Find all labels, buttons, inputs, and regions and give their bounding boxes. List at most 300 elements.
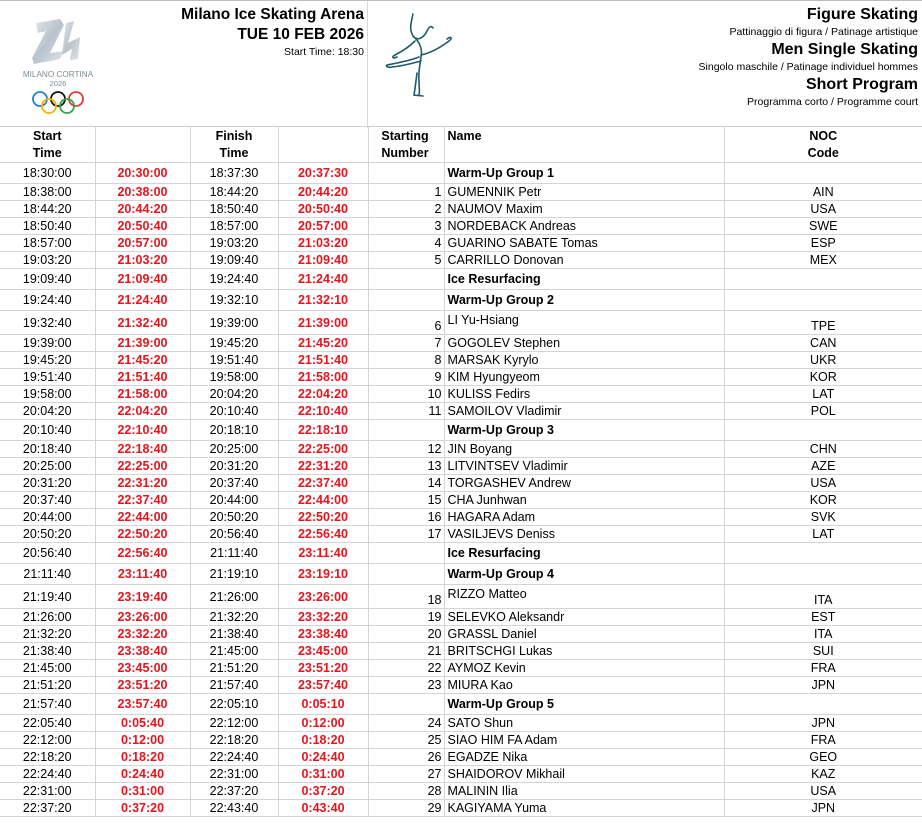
logo-year: 2026 <box>49 79 67 88</box>
noc-code-cell <box>724 694 922 715</box>
start-time-local-cell: 23:26:00 <box>95 609 190 626</box>
start-time-local-cell: 0:24:40 <box>95 766 190 783</box>
col-header-name: Name <box>444 127 724 163</box>
start-time-cell: 19:03:20 <box>0 252 95 269</box>
starting-number-cell: 16 <box>368 509 444 526</box>
name-cell: Warm-Up Group 5 <box>444 694 724 715</box>
start-time-cell: 20:37:40 <box>0 492 95 509</box>
starting-number-cell <box>368 269 444 290</box>
start-time-cell: 20:18:40 <box>0 441 95 458</box>
athlete-row <box>0 201 922 218</box>
noc-code-cell: ITA <box>724 626 922 643</box>
noc-code-cell: SVK <box>724 509 922 526</box>
name-cell: LI Yu-Hsiang <box>444 311 724 335</box>
start-time-local-cell: 21:39:00 <box>95 335 190 352</box>
athlete-row <box>0 386 922 403</box>
finish-time-cell: 20:18:10 <box>190 420 278 441</box>
start-time-local-cell: 22:10:40 <box>95 420 190 441</box>
start-time-cell: 20:50:20 <box>0 526 95 543</box>
athlete-row <box>0 609 922 626</box>
noc-code-cell: POL <box>724 403 922 420</box>
start-time-cell: 19:09:40 <box>0 269 95 290</box>
finish-time-local-cell: 21:58:00 <box>278 369 368 386</box>
start-time-cell: 22:31:00 <box>0 783 95 800</box>
starting-number-cell: 21 <box>368 643 444 660</box>
starting-number-cell: 2 <box>368 201 444 218</box>
start-time-cell: 21:32:20 <box>0 626 95 643</box>
schedule-segment-row <box>0 694 922 715</box>
finish-time-local-cell: 0:05:10 <box>278 694 368 715</box>
start-time-cell: 20:25:00 <box>0 458 95 475</box>
starting-number-cell: 25 <box>368 732 444 749</box>
start-time-cell: 21:19:40 <box>0 585 95 609</box>
noc-code-cell: FRA <box>724 660 922 677</box>
finish-time-local-cell: 23:57:40 <box>278 677 368 694</box>
starting-number-cell: 18 <box>368 585 444 609</box>
finish-time-cell: 20:37:40 <box>190 475 278 492</box>
athlete-row <box>0 509 922 526</box>
athlete-row <box>0 766 922 783</box>
name-cell: HAGARA Adam <box>444 509 724 526</box>
start-time-cell: 19:39:00 <box>0 335 95 352</box>
starting-number-cell <box>368 420 444 441</box>
athlete-row <box>0 526 922 543</box>
noc-code-cell: MEX <box>724 252 922 269</box>
name-cell: MIURA Kao <box>444 677 724 694</box>
finish-time-cell: 22:31:00 <box>190 766 278 783</box>
finish-time-cell: 22:12:00 <box>190 715 278 732</box>
noc-code-cell <box>724 163 922 184</box>
start-time-cell: 21:57:40 <box>0 694 95 715</box>
column-header-row <box>0 127 922 163</box>
athlete-row <box>0 800 922 817</box>
athlete-row <box>0 335 922 352</box>
start-time-cell: 18:57:00 <box>0 235 95 252</box>
athlete-row <box>0 252 922 269</box>
starting-number-cell <box>368 564 444 585</box>
finish-time-cell: 18:50:40 <box>190 201 278 218</box>
athlete-row <box>0 311 922 335</box>
name-cell: KAGIYAMA Yuma <box>444 800 724 817</box>
noc-code-cell: LAT <box>724 386 922 403</box>
start-time-cell: 18:38:00 <box>0 184 95 201</box>
noc-code-cell: FRA <box>724 732 922 749</box>
finish-time-cell: 18:44:20 <box>190 184 278 201</box>
name-cell: TORGASHEV Andrew <box>444 475 724 492</box>
sport-translation: Pattinaggio di figura / Patinage artistique <box>729 26 918 38</box>
athlete-row <box>0 492 922 509</box>
finish-time-cell: 21:38:40 <box>190 626 278 643</box>
finish-time-cell: 19:45:20 <box>190 335 278 352</box>
start-time-local-cell: 20:57:00 <box>95 235 190 252</box>
milano-cortina-2026-logo <box>8 9 108 119</box>
start-time-local-cell: 21:32:40 <box>95 311 190 335</box>
name-cell: AYMOZ Kevin <box>444 660 724 677</box>
start-time-cell: 21:51:20 <box>0 677 95 694</box>
finish-time-local-cell: 22:44:00 <box>278 492 368 509</box>
name-cell: Warm-Up Group 3 <box>444 420 724 441</box>
noc-code-cell: JPN <box>724 715 922 732</box>
starting-number-cell: 27 <box>368 766 444 783</box>
finish-time-cell: 20:50:20 <box>190 509 278 526</box>
col-header-starting-number: Starting Number <box>368 127 444 163</box>
start-time: Start Time: 18:30 <box>284 46 364 58</box>
athlete-row <box>0 783 922 800</box>
finish-time-local-cell: 22:50:20 <box>278 509 368 526</box>
finish-time-cell: 19:03:20 <box>190 235 278 252</box>
schedule-segment-row <box>0 543 922 564</box>
noc-code-cell: SUI <box>724 643 922 660</box>
starting-number-cell <box>368 543 444 564</box>
noc-code-cell: ESP <box>724 235 922 252</box>
finish-time-cell: 20:31:20 <box>190 458 278 475</box>
starting-number-cell: 3 <box>368 218 444 235</box>
name-cell: SHAIDOROV Mikhail <box>444 766 724 783</box>
start-time-local-cell: 22:31:20 <box>95 475 190 492</box>
finish-time-local-cell: 21:45:20 <box>278 335 368 352</box>
finish-time-local-cell: 0:31:00 <box>278 766 368 783</box>
start-time-local-cell: 22:44:00 <box>95 509 190 526</box>
finish-time-cell: 21:51:20 <box>190 660 278 677</box>
name-cell: BRITSCHGI Lukas <box>444 643 724 660</box>
athlete-row <box>0 715 922 732</box>
starting-number-cell: 13 <box>368 458 444 475</box>
name-cell: MARSAK Kyrylo <box>444 352 724 369</box>
finish-time-cell: 21:45:00 <box>190 643 278 660</box>
start-time-local-cell: 21:45:20 <box>95 352 190 369</box>
starting-number-cell <box>368 290 444 311</box>
finish-time-cell: 19:58:00 <box>190 369 278 386</box>
start-time-local-cell: 21:51:40 <box>95 369 190 386</box>
finish-time-cell: 18:37:30 <box>190 163 278 184</box>
finish-time-local-cell: 22:25:00 <box>278 441 368 458</box>
name-cell: Warm-Up Group 1 <box>444 163 724 184</box>
start-time-cell: 21:38:40 <box>0 643 95 660</box>
noc-code-cell: KOR <box>724 492 922 509</box>
start-time-local-cell: 23:45:00 <box>95 660 190 677</box>
finish-time-local-cell: 22:04:20 <box>278 386 368 403</box>
noc-code-cell: USA <box>724 201 922 218</box>
starting-number-cell: 4 <box>368 235 444 252</box>
start-time-local-cell: 22:37:40 <box>95 492 190 509</box>
col-header-noc-code: NOC Code <box>724 127 922 163</box>
event-title: Men Single Skating <box>771 41 918 58</box>
finish-time-local-cell: 20:44:20 <box>278 184 368 201</box>
finish-time-local-cell: 23:38:40 <box>278 626 368 643</box>
start-time-cell: 19:58:00 <box>0 386 95 403</box>
col-header-finish-time: Finish Time <box>190 127 278 163</box>
finish-time-cell: 20:25:00 <box>190 441 278 458</box>
col-header-start-time: Start Time <box>0 127 95 163</box>
start-time-local-cell: 22:04:20 <box>95 403 190 420</box>
finish-time-local-cell: 23:32:20 <box>278 609 368 626</box>
finish-time-cell: 20:44:00 <box>190 492 278 509</box>
start-time-local-cell: 20:44:20 <box>95 201 190 218</box>
start-time-cell: 18:44:20 <box>0 201 95 218</box>
start-time-local-cell: 23:38:40 <box>95 643 190 660</box>
start-time-local-cell: 21:03:20 <box>95 252 190 269</box>
athlete-row <box>0 441 922 458</box>
finish-time-local-cell: 21:32:10 <box>278 290 368 311</box>
finish-time-cell: 21:19:10 <box>190 564 278 585</box>
finish-time-local-cell: 23:19:10 <box>278 564 368 585</box>
name-cell: Warm-Up Group 2 <box>444 290 724 311</box>
start-time-local-cell: 21:58:00 <box>95 386 190 403</box>
logo-text: MILANO CORTINA <box>22 70 94 79</box>
sport-title: Figure Skating <box>806 6 918 23</box>
starting-number-cell: 7 <box>368 335 444 352</box>
finish-time-local-cell: 21:24:40 <box>278 269 368 290</box>
name-cell: Warm-Up Group 4 <box>444 564 724 585</box>
start-time-cell: 22:18:20 <box>0 749 95 766</box>
finish-time-local-cell: 0:12:00 <box>278 715 368 732</box>
noc-code-cell <box>724 269 922 290</box>
start-time-cell: 18:50:40 <box>0 218 95 235</box>
finish-time-local-cell: 22:56:40 <box>278 526 368 543</box>
finish-time-local-cell: 20:50:40 <box>278 201 368 218</box>
noc-code-cell: UKR <box>724 352 922 369</box>
noc-code-cell: SWE <box>724 218 922 235</box>
finish-time-local-cell: 23:26:00 <box>278 585 368 609</box>
noc-code-cell <box>724 420 922 441</box>
finish-time-local-cell: 20:37:30 <box>278 163 368 184</box>
noc-code-cell: AIN <box>724 184 922 201</box>
finish-time-cell: 20:04:20 <box>190 386 278 403</box>
starting-number-cell: 14 <box>368 475 444 492</box>
name-cell: CARRILLO Donovan <box>444 252 724 269</box>
starting-number-cell: 12 <box>368 441 444 458</box>
event-translation: Singolo maschile / Patinage individuel hommes <box>698 61 918 73</box>
starting-number-cell: 20 <box>368 626 444 643</box>
finish-time-cell: 22:18:20 <box>190 732 278 749</box>
start-time-local-cell: 23:11:40 <box>95 564 190 585</box>
starting-number-cell: 11 <box>368 403 444 420</box>
noc-code-cell: KOR <box>724 369 922 386</box>
finish-time-local-cell: 0:37:20 <box>278 783 368 800</box>
athlete-row <box>0 235 922 252</box>
name-cell: RIZZO Matteo <box>444 585 724 609</box>
noc-code-cell: KAZ <box>724 766 922 783</box>
athlete-row <box>0 184 922 201</box>
noc-code-cell: TPE <box>724 311 922 335</box>
name-cell: EGADZE Nika <box>444 749 724 766</box>
start-time-local-cell: 0:05:40 <box>95 715 190 732</box>
start-time-local-cell: 20:50:40 <box>95 218 190 235</box>
schedule-header <box>0 0 922 127</box>
start-time-local-cell: 0:37:20 <box>95 800 190 817</box>
noc-code-cell: AZE <box>724 458 922 475</box>
start-time-local-cell: 21:24:40 <box>95 290 190 311</box>
noc-code-cell: ITA <box>724 585 922 609</box>
starting-number-cell: 29 <box>368 800 444 817</box>
start-time-local-cell: 0:12:00 <box>95 732 190 749</box>
athlete-row <box>0 458 922 475</box>
header-divider <box>367 1 368 128</box>
figure-skater-icon <box>383 11 458 101</box>
name-cell: KIM Hyungyeom <box>444 369 724 386</box>
start-time-cell: 19:32:40 <box>0 311 95 335</box>
phase-translation: Programma corto / Programme court <box>747 96 918 108</box>
start-time-local-cell: 22:50:20 <box>95 526 190 543</box>
event-date: TUE 10 FEB 2026 <box>237 26 364 43</box>
finish-time-cell: 21:26:00 <box>190 585 278 609</box>
name-cell: NORDEBACK Andreas <box>444 218 724 235</box>
finish-time-cell: 22:24:40 <box>190 749 278 766</box>
name-cell: SAMOILOV Vladimir <box>444 403 724 420</box>
start-time-local-cell: 0:31:00 <box>95 783 190 800</box>
athlete-row <box>0 585 922 609</box>
start-time-cell: 20:44:00 <box>0 509 95 526</box>
finish-time-local-cell: 21:51:40 <box>278 352 368 369</box>
col-header-finish-local <box>278 127 368 163</box>
finish-time-local-cell: 0:18:20 <box>278 732 368 749</box>
finish-time-cell: 19:51:40 <box>190 352 278 369</box>
starting-number-cell: 28 <box>368 783 444 800</box>
start-time-local-cell: 0:18:20 <box>95 749 190 766</box>
noc-code-cell: JPN <box>724 800 922 817</box>
finish-time-cell: 20:56:40 <box>190 526 278 543</box>
start-time-local-cell: 23:19:40 <box>95 585 190 609</box>
noc-code-cell: USA <box>724 783 922 800</box>
name-cell: VASILJEVS Deniss <box>444 526 724 543</box>
finish-time-cell: 19:32:10 <box>190 290 278 311</box>
start-time-local-cell: 22:18:40 <box>95 441 190 458</box>
name-cell: GOGOLEV Stephen <box>444 335 724 352</box>
finish-time-cell: 21:32:20 <box>190 609 278 626</box>
name-cell: SATO Shun <box>444 715 724 732</box>
venue-name: Milano Ice Skating Arena <box>181 6 364 23</box>
starting-number-cell <box>368 694 444 715</box>
finish-time-cell: 18:57:00 <box>190 218 278 235</box>
noc-code-cell: USA <box>724 475 922 492</box>
finish-time-local-cell: 21:09:40 <box>278 252 368 269</box>
finish-time-local-cell: 0:43:40 <box>278 800 368 817</box>
starting-number-cell: 15 <box>368 492 444 509</box>
name-cell: NAUMOV Maxim <box>444 201 724 218</box>
finish-time-local-cell: 21:39:00 <box>278 311 368 335</box>
noc-code-cell: CHN <box>724 441 922 458</box>
start-time-cell: 19:24:40 <box>0 290 95 311</box>
noc-code-cell <box>724 290 922 311</box>
noc-code-cell: JPN <box>724 677 922 694</box>
start-time-cell: 21:11:40 <box>0 564 95 585</box>
start-time-local-cell: 23:51:20 <box>95 677 190 694</box>
starting-number-cell: 22 <box>368 660 444 677</box>
noc-code-cell <box>724 564 922 585</box>
schedule-segment-row <box>0 564 922 585</box>
finish-time-local-cell: 21:03:20 <box>278 235 368 252</box>
starting-number-cell: 5 <box>368 252 444 269</box>
athlete-row <box>0 677 922 694</box>
finish-time-cell: 22:37:20 <box>190 783 278 800</box>
starting-number-cell: 24 <box>368 715 444 732</box>
start-time-cell: 22:05:40 <box>0 715 95 732</box>
name-cell: GUARINO SABATE Tomas <box>444 235 724 252</box>
starting-number-cell: 1 <box>368 184 444 201</box>
start-time-cell: 22:37:20 <box>0 800 95 817</box>
start-time-cell: 22:24:40 <box>0 766 95 783</box>
athlete-row <box>0 660 922 677</box>
start-time-cell: 22:12:00 <box>0 732 95 749</box>
start-time-cell: 20:04:20 <box>0 403 95 420</box>
finish-time-cell: 21:11:40 <box>190 543 278 564</box>
name-cell: CHA Junhwan <box>444 492 724 509</box>
schedule-segment-row <box>0 269 922 290</box>
name-cell: LITVINTSEV Vladimir <box>444 458 724 475</box>
start-time-cell: 20:10:40 <box>0 420 95 441</box>
finish-time-local-cell: 23:51:20 <box>278 660 368 677</box>
name-cell: GRASSL Daniel <box>444 626 724 643</box>
start-time-local-cell: 20:38:00 <box>95 184 190 201</box>
noc-code-cell <box>724 543 922 564</box>
name-cell: MALININ Ilia <box>444 783 724 800</box>
schedule-segment-row <box>0 420 922 441</box>
start-time-cell: 20:56:40 <box>0 543 95 564</box>
start-time-local-cell: 23:32:20 <box>95 626 190 643</box>
athlete-row <box>0 643 922 660</box>
schedule-segment-row <box>0 163 922 184</box>
starting-number-cell: 26 <box>368 749 444 766</box>
athlete-row <box>0 369 922 386</box>
noc-code-cell: CAN <box>724 335 922 352</box>
finish-time-cell: 22:05:10 <box>190 694 278 715</box>
noc-code-cell: LAT <box>724 526 922 543</box>
starting-number-cell: 19 <box>368 609 444 626</box>
noc-code-cell: GEO <box>724 749 922 766</box>
col-header-start-local <box>95 127 190 163</box>
finish-time-cell: 21:57:40 <box>190 677 278 694</box>
athlete-row <box>0 749 922 766</box>
name-cell: Ice Resurfacing <box>444 269 724 290</box>
athlete-row <box>0 626 922 643</box>
finish-time-cell: 19:24:40 <box>190 269 278 290</box>
starting-number-cell: 10 <box>368 386 444 403</box>
finish-time-local-cell: 23:45:00 <box>278 643 368 660</box>
finish-time-local-cell: 22:31:20 <box>278 458 368 475</box>
start-time-local-cell: 23:57:40 <box>95 694 190 715</box>
athlete-row <box>0 475 922 492</box>
start-time-local-cell: 21:09:40 <box>95 269 190 290</box>
venue-block <box>181 5 364 60</box>
starting-number-cell: 6 <box>368 311 444 335</box>
phase-title: Short Program <box>805 76 918 93</box>
start-time-local-cell: 22:25:00 <box>95 458 190 475</box>
schedule-segment-row <box>0 290 922 311</box>
starting-number-cell <box>368 163 444 184</box>
starting-number-cell: 8 <box>368 352 444 369</box>
athlete-row <box>0 403 922 420</box>
start-time-cell: 20:31:20 <box>0 475 95 492</box>
finish-time-local-cell: 22:37:40 <box>278 475 368 492</box>
finish-time-local-cell: 0:24:40 <box>278 749 368 766</box>
olympic-rings-icon <box>33 92 83 113</box>
finish-time-local-cell: 22:18:10 <box>278 420 368 441</box>
start-time-cell: 21:45:00 <box>0 660 95 677</box>
name-cell: JIN Boyang <box>444 441 724 458</box>
start-time-cell: 19:45:20 <box>0 352 95 369</box>
finish-time-cell: 19:39:00 <box>190 311 278 335</box>
starting-number-cell: 9 <box>368 369 444 386</box>
finish-time-local-cell: 23:11:40 <box>278 543 368 564</box>
start-time-local-cell: 22:56:40 <box>95 543 190 564</box>
start-time-cell: 19:51:40 <box>0 369 95 386</box>
athlete-row <box>0 732 922 749</box>
name-cell: Ice Resurfacing <box>444 543 724 564</box>
athlete-row <box>0 218 922 235</box>
start-time-cell: 18:30:00 <box>0 163 95 184</box>
name-cell: KULISS Fedirs <box>444 386 724 403</box>
start-time-local-cell: 20:30:00 <box>95 163 190 184</box>
